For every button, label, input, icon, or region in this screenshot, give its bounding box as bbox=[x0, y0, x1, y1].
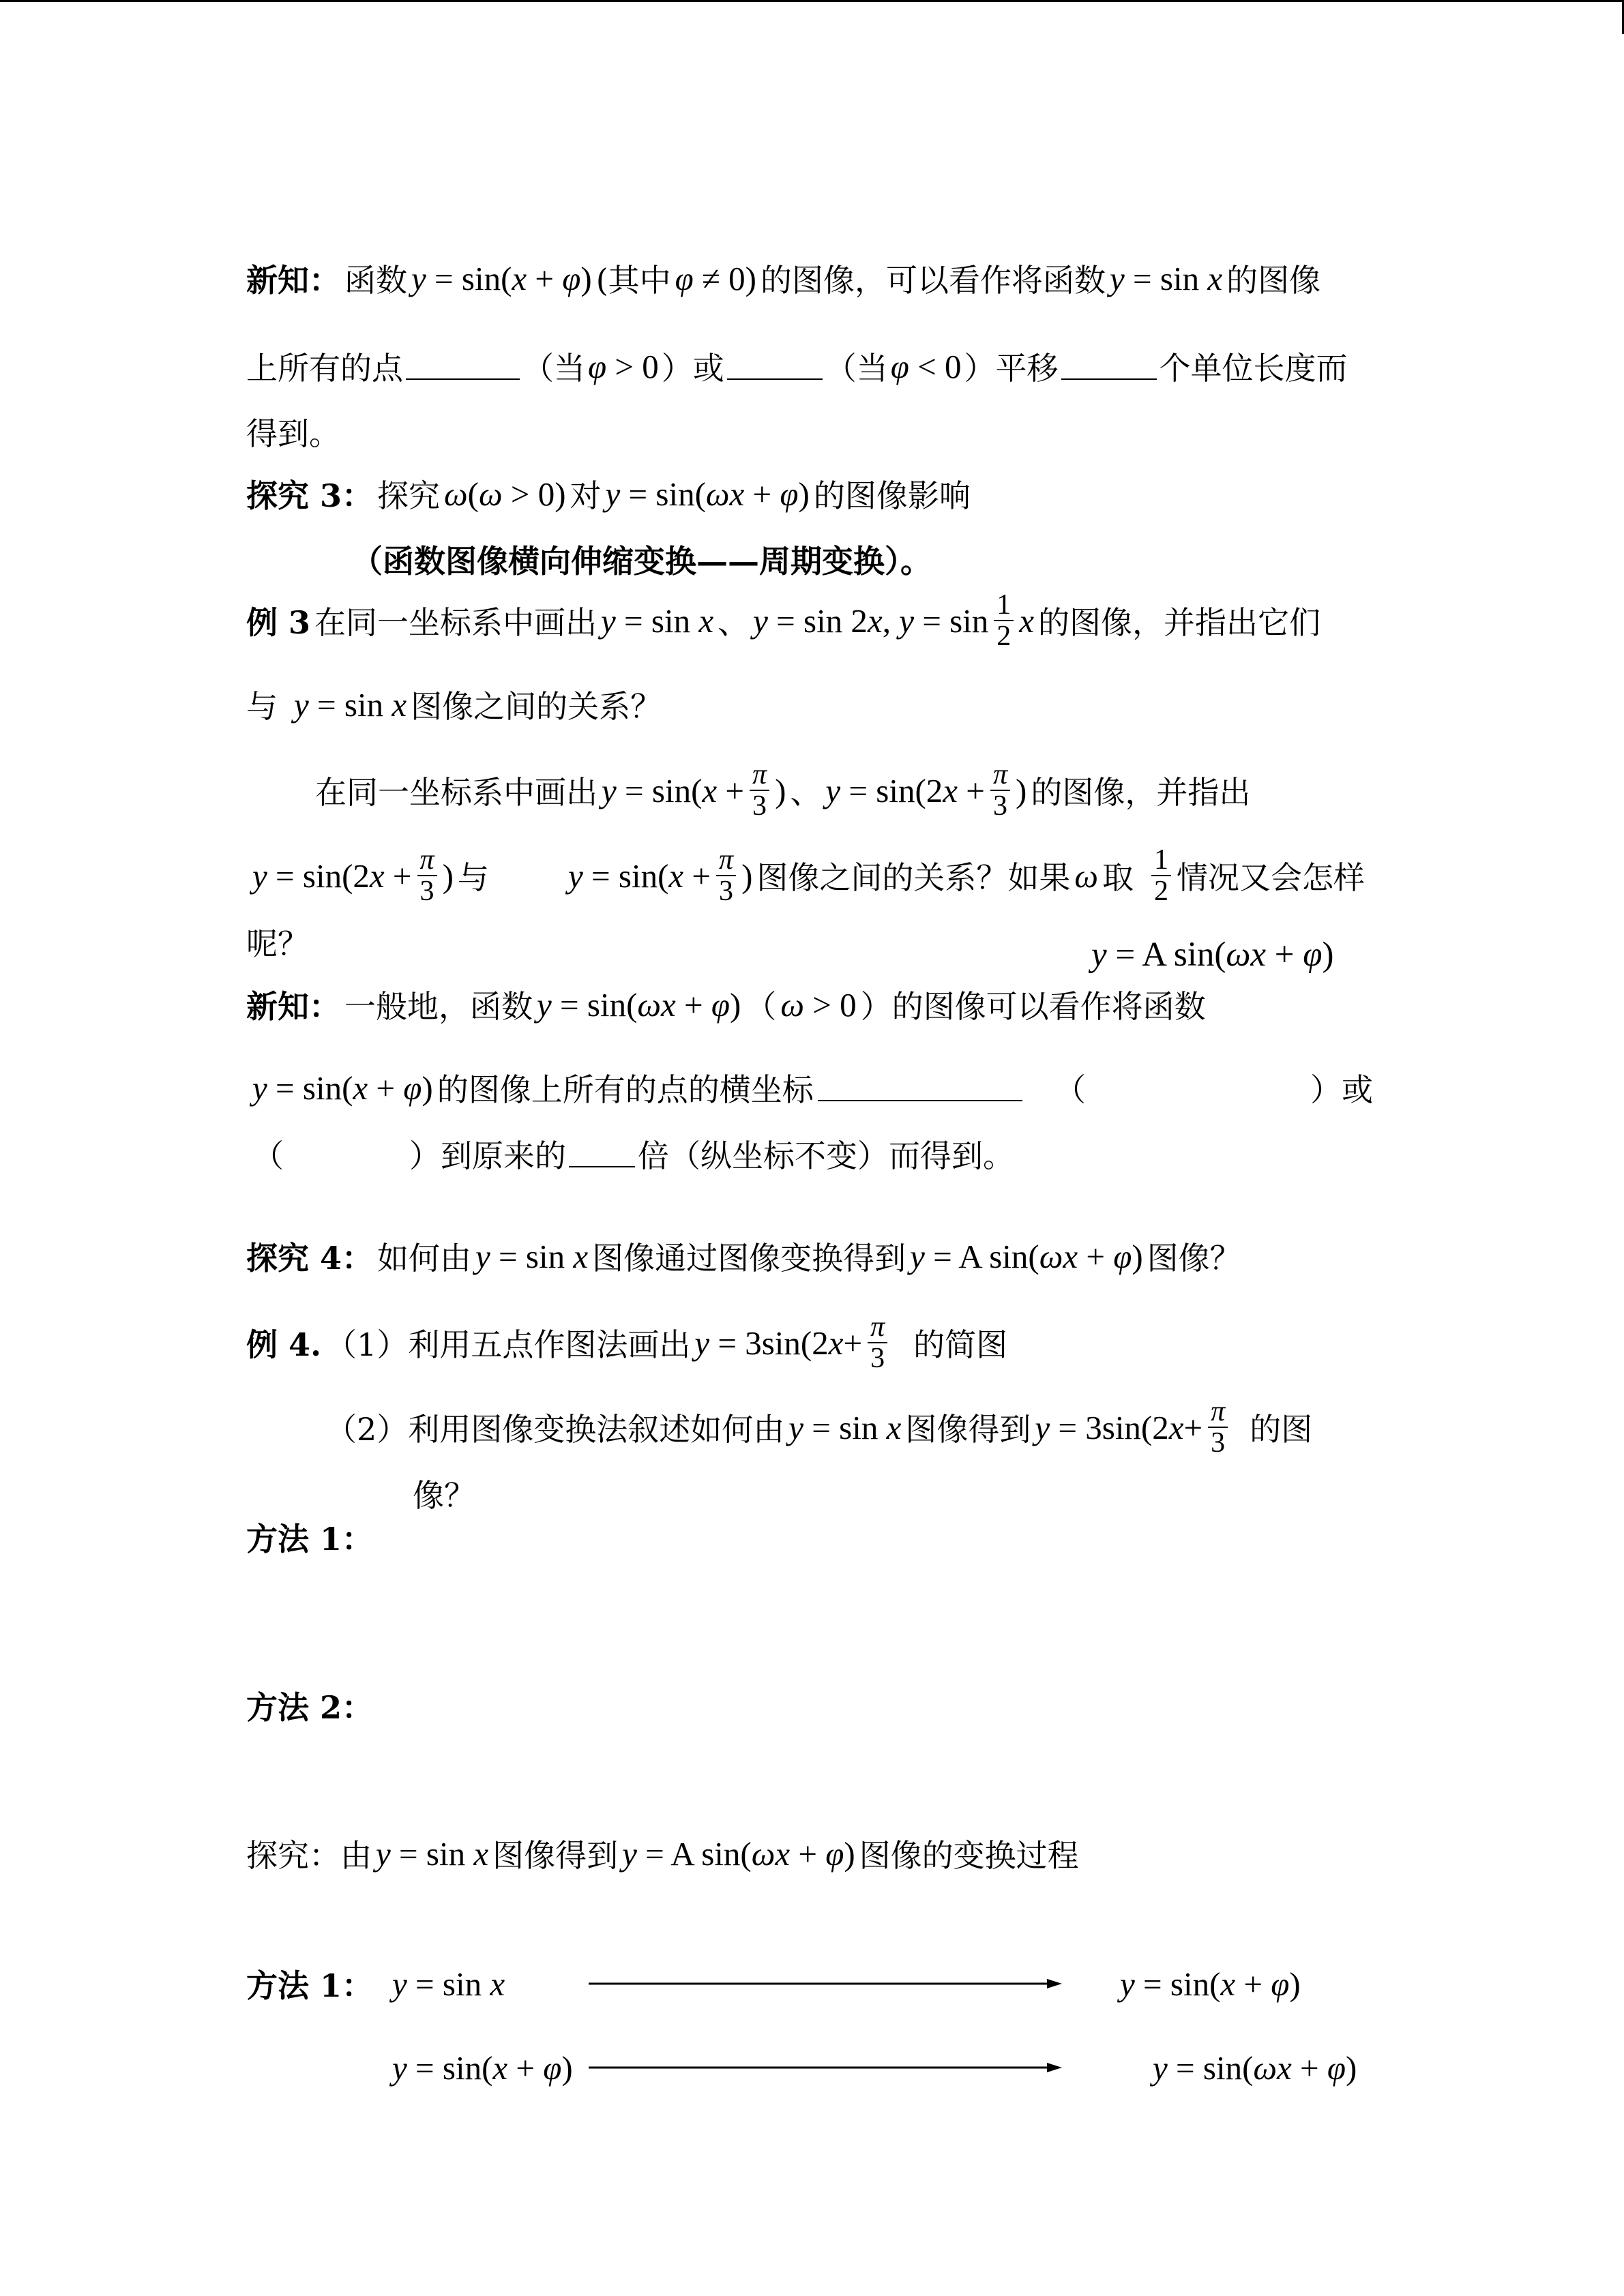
formula: y = sin 2x, y = sin bbox=[753, 601, 989, 640]
formula: y = A sin(ωx + φ) bbox=[1091, 936, 1334, 974]
text: 与 bbox=[457, 859, 489, 896]
intro-line-2 bbox=[246, 346, 1348, 387]
general-line-1 bbox=[246, 984, 1206, 1025]
formula: ω bbox=[1074, 856, 1099, 895]
general-line-3 bbox=[252, 1133, 1014, 1174]
answer-blank bbox=[1061, 353, 1157, 380]
process-row-1-from bbox=[392, 1963, 505, 2004]
text: 的图像上所有的点的横坐标 bbox=[437, 1071, 814, 1108]
formula: ω > 0 bbox=[780, 985, 857, 1024]
formula: y = sin x bbox=[601, 601, 714, 640]
formula: y = sin(x + bbox=[602, 771, 745, 809]
formula: y = sin x bbox=[294, 685, 407, 724]
fraction bbox=[716, 845, 736, 906]
fraction-denominator: 3 bbox=[419, 876, 434, 907]
explore3-line bbox=[246, 473, 971, 514]
text: 图像之间的关系？如果 bbox=[756, 859, 1071, 896]
example3-line-2 bbox=[246, 684, 662, 725]
text: 的图像 bbox=[1226, 262, 1321, 299]
text: （ bbox=[252, 1137, 284, 1174]
text: 、 bbox=[718, 604, 750, 641]
fraction bbox=[750, 760, 769, 821]
text: 一般地，函数 bbox=[344, 988, 533, 1025]
fraction bbox=[868, 1312, 887, 1373]
fraction-denominator: 2 bbox=[1154, 876, 1169, 907]
formula: y = sin x bbox=[1110, 259, 1223, 297]
text: 的图像，可以看作将函数 bbox=[761, 262, 1106, 299]
text: ）或 bbox=[1310, 1071, 1373, 1108]
text: （ bbox=[1054, 1071, 1086, 1108]
text: 在同一坐标系中画出 bbox=[315, 774, 597, 811]
text: 图像的变换过程 bbox=[859, 1837, 1079, 1874]
fraction bbox=[990, 760, 1010, 821]
fraction-denominator: 3 bbox=[719, 876, 734, 907]
answer-blank bbox=[818, 1074, 1022, 1101]
text: 与 bbox=[246, 688, 278, 725]
formula: y = sin(x + φ) bbox=[1120, 1965, 1301, 2003]
formula: y = sin(ωx + φ) bbox=[537, 985, 741, 1024]
formula: y = 3sin(2x+ bbox=[694, 1324, 863, 1362]
text: （当 bbox=[825, 350, 888, 387]
fraction-denominator: 3 bbox=[870, 1343, 885, 1374]
fraction-denominator: 2 bbox=[996, 621, 1012, 652]
fraction-denominator: 3 bbox=[1211, 1427, 1226, 1459]
text: 上所有的点 bbox=[246, 350, 403, 387]
text: 图像？ bbox=[1147, 1240, 1241, 1277]
answer-blank bbox=[406, 353, 520, 380]
text: 图像之间的关系？ bbox=[411, 688, 662, 725]
fraction-numerator: π bbox=[990, 760, 1010, 791]
general-open-paren bbox=[1054, 1067, 1086, 1108]
text: 的图像影响 bbox=[813, 477, 971, 514]
subtitle: （函数图像横向伸缩变换——周期变换）。 bbox=[351, 543, 932, 580]
fraction bbox=[1208, 1397, 1228, 1458]
formula: ω(ω > 0) bbox=[444, 475, 566, 513]
fraction-numerator: 1 bbox=[994, 590, 1014, 621]
text: 图像得到 bbox=[492, 1837, 619, 1874]
formula: φ > 0 bbox=[588, 347, 659, 385]
task-line-3 bbox=[246, 921, 309, 962]
method-2-heading bbox=[246, 1685, 373, 1726]
intro-line-1 bbox=[246, 258, 1320, 299]
section-label: 新知： bbox=[246, 262, 340, 299]
text: 图像得到 bbox=[905, 1411, 1031, 1448]
formula: y = A sin(ωx + φ) bbox=[910, 1237, 1143, 1275]
formula: ) bbox=[741, 856, 753, 895]
formula: ) bbox=[775, 771, 786, 809]
text: 得到。 bbox=[246, 415, 340, 452]
process-row-2-to bbox=[1153, 2047, 1357, 2088]
fraction-denominator: 3 bbox=[992, 790, 1007, 822]
formula: y = sin(2x + bbox=[252, 856, 412, 895]
section-label: 探究 4： bbox=[246, 1240, 374, 1277]
section-label: 例 4. bbox=[246, 1326, 322, 1363]
answer-blank bbox=[569, 1140, 635, 1167]
formula: y = sin(2x + bbox=[825, 771, 985, 809]
text: 探究 bbox=[377, 477, 441, 514]
example4-line-3 bbox=[413, 1473, 475, 1514]
text: ）到原来的 bbox=[409, 1137, 566, 1174]
text: 探究：由 bbox=[246, 1837, 372, 1874]
answer-blank bbox=[727, 353, 823, 380]
arrow-icon bbox=[589, 2061, 1062, 2074]
answer-space bbox=[286, 1150, 407, 1157]
example4-line-1 bbox=[246, 1311, 1008, 1374]
text: ）平移 bbox=[964, 350, 1059, 387]
fraction bbox=[417, 845, 437, 906]
text: ）的图像可以看作将函数 bbox=[860, 988, 1206, 1025]
example3-line-1 bbox=[246, 588, 1321, 652]
fraction bbox=[994, 590, 1014, 651]
formula: x bbox=[1019, 601, 1035, 640]
text: 的图 bbox=[1250, 1411, 1313, 1448]
section-label: 方法 2： bbox=[246, 1689, 374, 1726]
text: 呢？ bbox=[246, 925, 309, 962]
section-label: 新知： bbox=[246, 988, 340, 1025]
text: 对 bbox=[570, 477, 602, 514]
fraction-numerator: π bbox=[868, 1312, 887, 1343]
formula: y = sin x bbox=[788, 1408, 902, 1446]
task-line-2-left bbox=[252, 844, 489, 907]
fraction-numerator: π bbox=[1208, 1397, 1228, 1428]
process-row-2-from bbox=[392, 2047, 573, 2088]
section-label: 方法 1： bbox=[246, 1967, 374, 2004]
text: 在同一坐标系中画出 bbox=[314, 604, 597, 641]
formula: φ < 0 bbox=[890, 347, 962, 385]
formula: y = sin(x + φ) bbox=[392, 2048, 573, 2087]
formula: y = 3sin(2x+ bbox=[1035, 1408, 1203, 1446]
fraction-numerator: π bbox=[716, 845, 736, 876]
fraction-numerator: π bbox=[417, 845, 437, 876]
formula: y = sin(x + φ) bbox=[252, 1069, 433, 1107]
formula: y = sin(ωx + φ) bbox=[605, 475, 810, 513]
formula: y = sin(x + φ) bbox=[411, 259, 592, 297]
text: 像？ bbox=[413, 1477, 475, 1514]
text: ）或 bbox=[661, 350, 724, 387]
fraction-numerator: 1 bbox=[1151, 845, 1171, 876]
text: 取 bbox=[1102, 859, 1134, 896]
general-line-2 bbox=[252, 1067, 1022, 1108]
text: 的图像，并指出 bbox=[1031, 774, 1251, 811]
text: (其中 bbox=[595, 262, 671, 299]
text: 函数 bbox=[344, 262, 407, 299]
task-line-1 bbox=[315, 758, 1251, 822]
formula: y = sin(ωx + φ) bbox=[1153, 2048, 1357, 2087]
formula: y = sin(x + bbox=[568, 856, 711, 895]
formula: φ ≠ 0) bbox=[675, 259, 756, 297]
general-close-paren bbox=[1310, 1067, 1373, 1108]
text: 的图像，并指出它们 bbox=[1038, 604, 1321, 641]
formula: ) bbox=[442, 856, 454, 895]
explore4-line bbox=[246, 1236, 1241, 1277]
explore3-subtitle-line bbox=[351, 539, 932, 580]
text: （1）利用五点作图法画出 bbox=[325, 1326, 691, 1363]
example4-line-2 bbox=[325, 1395, 1313, 1459]
text: 情况又会怎样 bbox=[1177, 859, 1365, 896]
text: 倍（纵坐标不变）而得到。 bbox=[638, 1137, 1014, 1174]
text: （当 bbox=[522, 350, 585, 387]
formula: ) bbox=[1015, 771, 1027, 809]
formula: y = A sin(ωx + φ) bbox=[622, 1834, 855, 1873]
section-label: 方法 1： bbox=[246, 1521, 374, 1557]
section-label: 探究 3： bbox=[246, 477, 374, 514]
text: 、 bbox=[790, 774, 822, 811]
process-line bbox=[246, 1833, 1079, 1874]
intro-line-3 bbox=[246, 411, 340, 452]
process-row-1-to bbox=[1120, 1963, 1301, 2004]
text: （ bbox=[745, 988, 777, 1025]
fraction-denominator: 3 bbox=[752, 790, 767, 822]
page-top-border bbox=[0, 0, 1624, 2]
formula: y = sin x bbox=[392, 1965, 505, 2003]
task-line-2-right bbox=[568, 844, 1365, 907]
text: 如何由 bbox=[377, 1240, 472, 1277]
text: 个单位长度而 bbox=[1159, 350, 1348, 387]
formula: y = sin x bbox=[475, 1237, 589, 1275]
text: （2）利用图像变换法叙述如何由 bbox=[325, 1411, 785, 1448]
arrow-icon bbox=[589, 1977, 1062, 1991]
process-method-label bbox=[246, 1963, 373, 2004]
method-1-heading bbox=[246, 1517, 373, 1557]
section-label: 例 3 bbox=[246, 604, 311, 641]
fraction-numerator: π bbox=[750, 760, 769, 791]
fraction bbox=[1151, 845, 1171, 906]
formula: y = sin x bbox=[376, 1834, 489, 1873]
task-floating-formula bbox=[1091, 934, 1333, 975]
text: 的简图 bbox=[913, 1326, 1008, 1363]
text: 图像通过图像变换得到 bbox=[592, 1240, 906, 1277]
